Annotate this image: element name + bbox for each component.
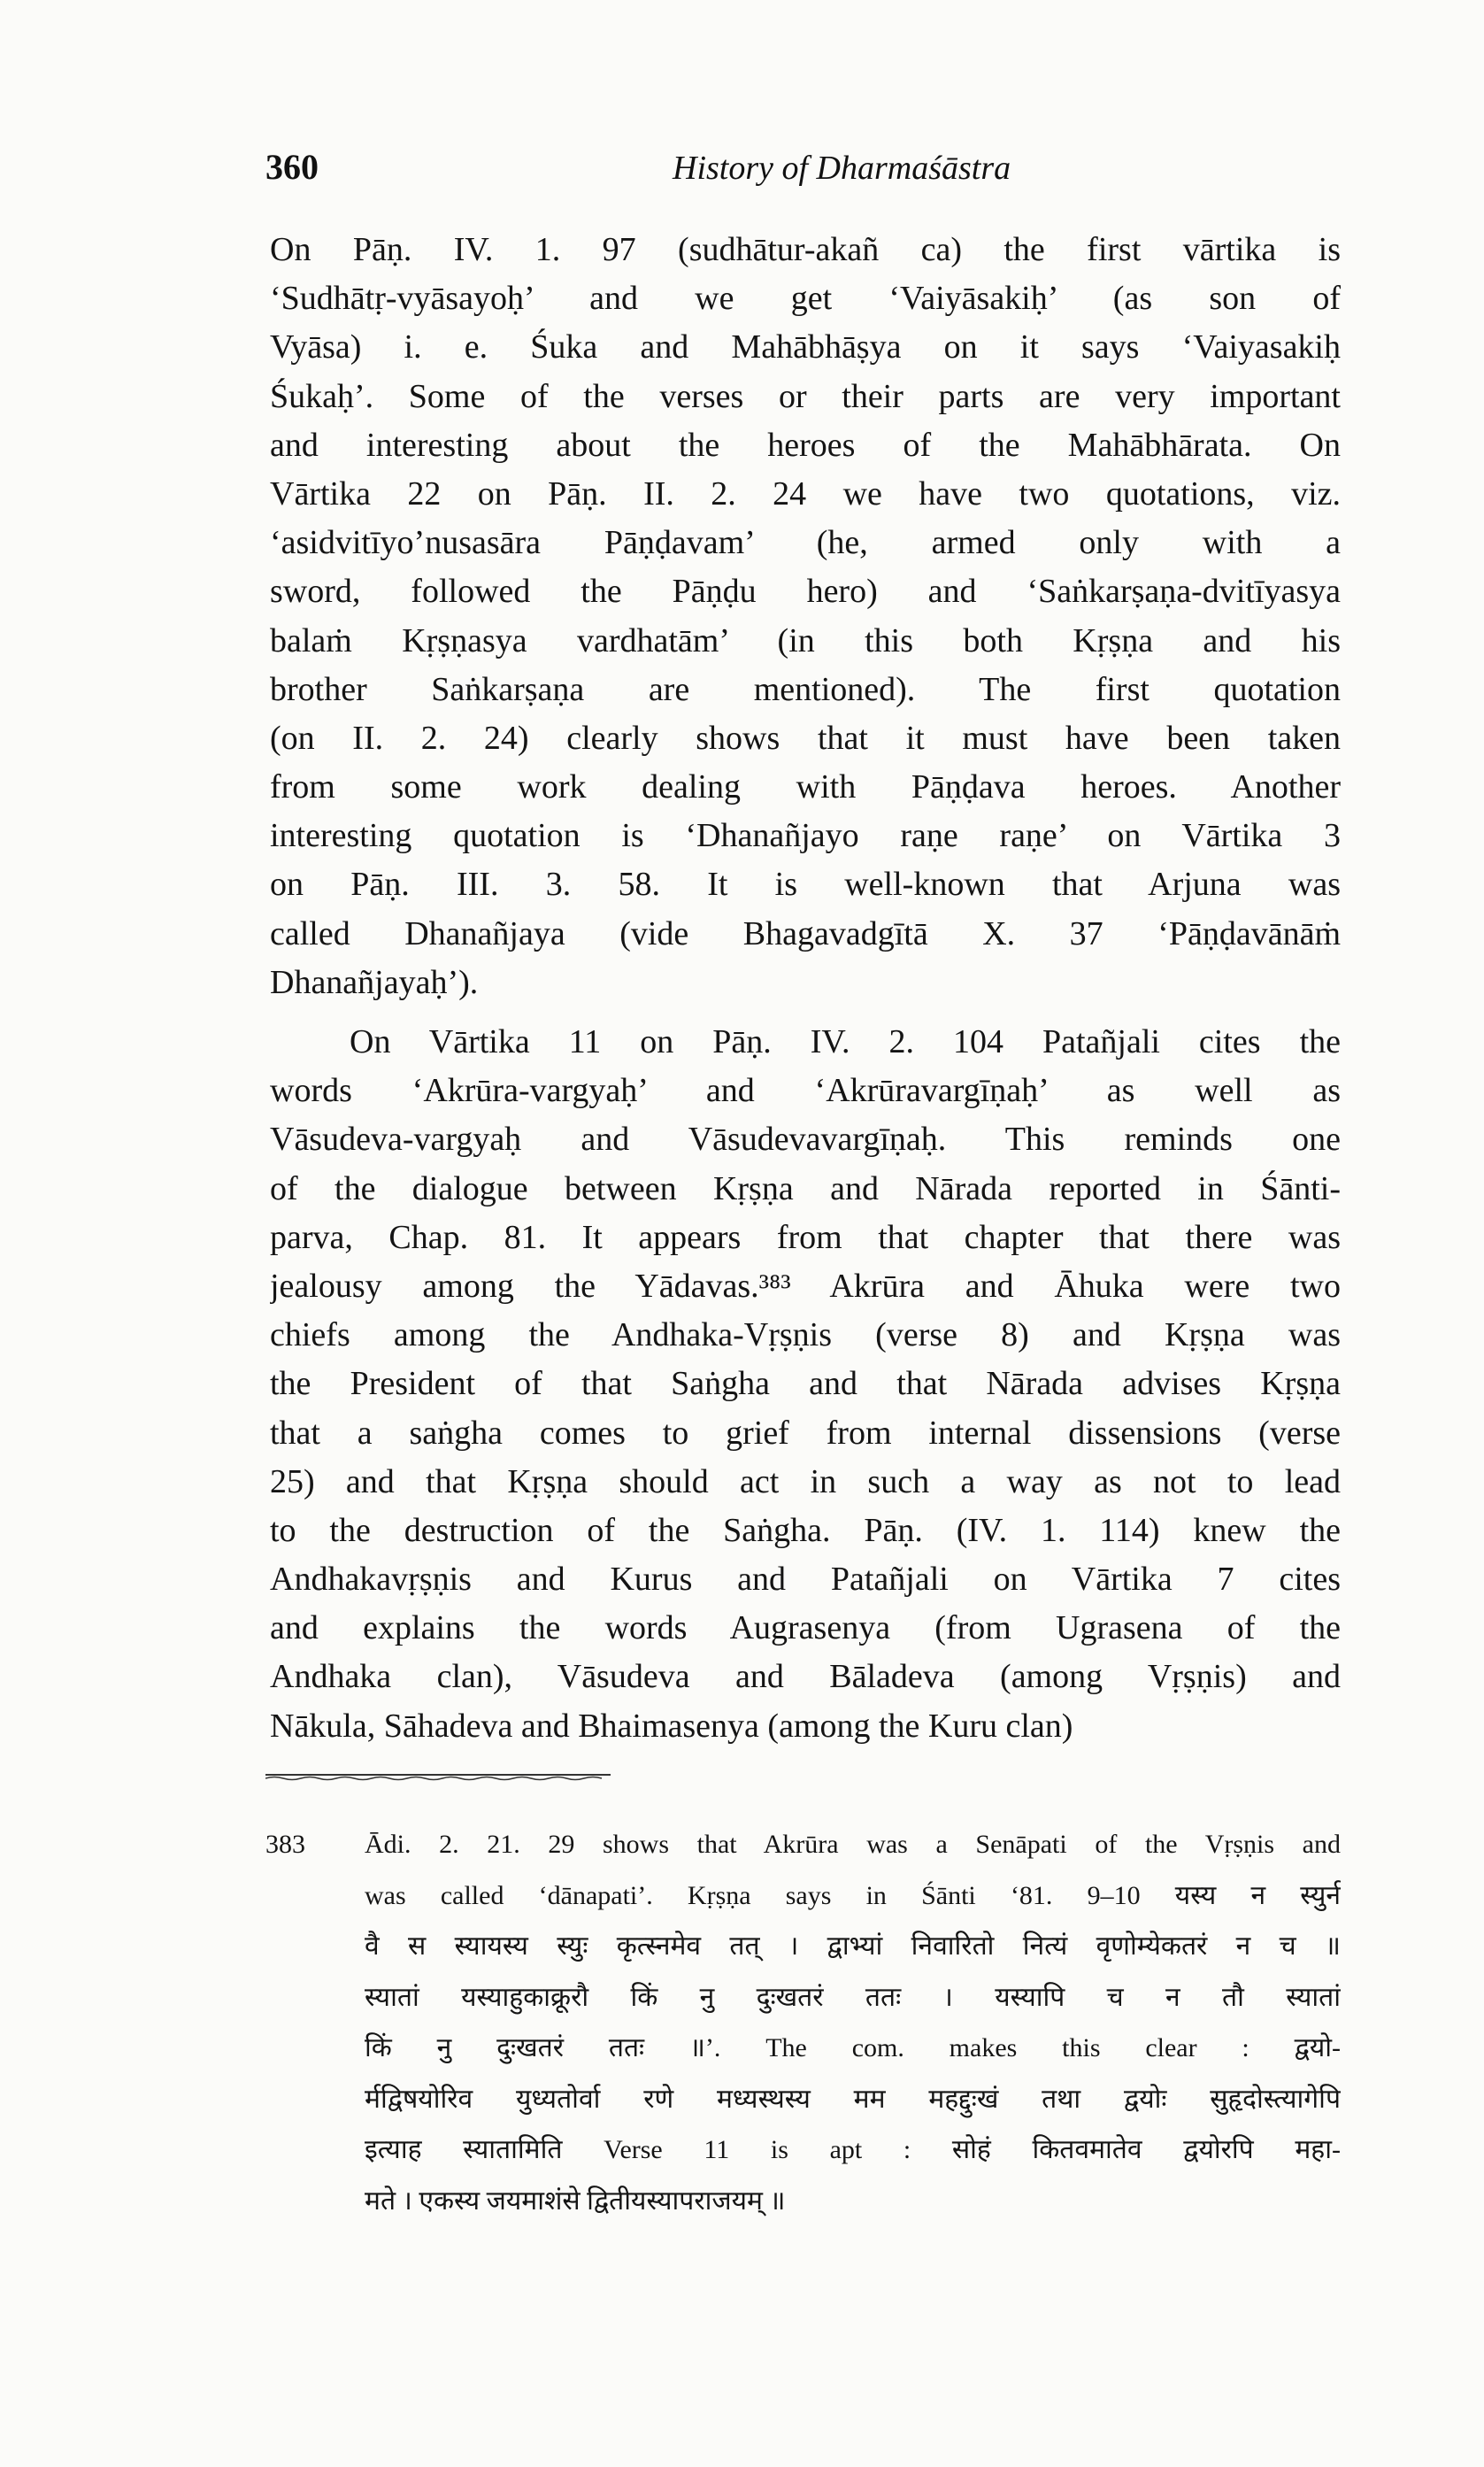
text-line: that a saṅgha comes to grief from internal dissensions (verse — [270, 1414, 1341, 1452]
text-line: Vāsudeva-vargyaḥ and Vāsudevavargīṇaḥ. This reminds one — [270, 1121, 1341, 1159]
footnote-line: was called ‘dānapati’. Kṛṣṇa says in Śānti ‘81. 9–10 यस्य न स्युर्न — [365, 1880, 1341, 1910]
text-line: and explains the words Augrasenya (from Ugrasena of the — [270, 1609, 1341, 1647]
text-line: and interesting about the heroes of the Mahābhārata. On — [270, 426, 1341, 464]
text-line: of the dialogue between Kṛṣṇa and Nārada reported in Śānti- — [270, 1169, 1341, 1207]
text-line: brother Saṅkarṣaṇa are mentioned). The first quotation — [270, 670, 1341, 708]
text-line: called Dhanañjaya (vide Bhagavadgītā X. 37 ‘Pāṇḍavānāṁ — [270, 914, 1341, 952]
text-line: Dhanañjayaḥ’). — [270, 963, 479, 1001]
text-line: words ‘Akrūra-vargyaḥ’ and ‘Akrūravargīṇaḥ’ as well as — [270, 1072, 1341, 1110]
footnote-line: किं नु दुःखतरं ततः ॥’. The com. makes this clear : द्वयो- — [365, 2033, 1341, 2062]
text-line: Andhaka clan), Vāsudeva and Bāladeva (among Vṛṣṇis) and — [270, 1658, 1341, 1696]
footnote-line: मते । एकस्य जयमाशंसे द्वितीयस्यापराजयम् ॥ — [365, 2186, 786, 2216]
page-number: 360 — [265, 147, 319, 187]
text-line: On Vārtika 11 on Pāṇ. IV. 2. 104 Patañjali cites the — [350, 1023, 1341, 1060]
text-line: the President of that Saṅgha and that Nārada advises Kṛṣṇa — [270, 1365, 1341, 1403]
text-line: Andhakavṛṣṇis and Kurus and Patañjali on Vārtika 7 cites — [270, 1561, 1341, 1599]
text-line: interesting quotation is ‘Dhanañjayo raṇe raṇe’ on Vārtika 3 — [270, 817, 1341, 855]
footnote-rule — [265, 1770, 611, 1783]
text-line: balaṁ Kṛṣṇasya vardhatām’ (in this both Kṛṣṇa and his — [270, 621, 1341, 659]
text-line: on Pāṇ. III. 3. 58. It is well-known that Arjuna was — [270, 866, 1341, 904]
text-line: Vārtika 22 on Pāṇ. II. 2. 24 we have two quotations, viz. — [270, 474, 1341, 513]
footnote-line: वै स स्यायस्य स्युः कृत्स्नमेव तत् । द्वाभ्यां निवारितो नित्यं वृणोम्येकतरं न च ॥ — [365, 1931, 1341, 1961]
running-title: History of Dharmaśāstra — [673, 150, 1011, 187]
footnote-text — [365, 1819, 1341, 2226]
footnote-line: र्मद्विषयोरिव युध्यतोर्वा रणे मध्यस्थस्य मम महद्दुःखं तथा द्वयोः सुहृदोस्त्यागेपि — [365, 2084, 1341, 2114]
text-line: ‘asidvitīyo’nusasāra Pāṇḍavam’ (he, armed only with a — [270, 524, 1341, 562]
text-line: jealousy among the Yādavas.³⁸³ Akrūra and Āhuka were two — [270, 1267, 1341, 1305]
footnote-line: Ādi. 2. 21. 29 shows that Akrūra was a Senāpati of the Vṛṣṇis and — [365, 1830, 1341, 1859]
text-line: Śukaḥ’. Some of the verses or their parts are very important — [270, 377, 1341, 415]
text-line: (on II. 2. 24) clearly shows that it must have been taken — [270, 719, 1341, 757]
paragraph-1 — [270, 226, 1341, 1007]
text-line: to the destruction of the Saṅgha. Pāṇ. (IV. 1. 114) knew the — [270, 1511, 1341, 1549]
footnote-line: स्यातां यस्याहुकाक्रूरौ किं नु दुःखतरं ततः । यस्यापि च न तौ स्यातां — [365, 1982, 1341, 2012]
text-line: Vyāsa) i. e. Śuka and Mahābhāṣya on it says ‘Vaiyasakiḥ — [270, 328, 1341, 366]
paragraph-2 — [270, 1018, 1341, 1751]
text-line: 25) and that Kṛṣṇa should act in such a way as not to lead — [270, 1462, 1341, 1500]
text-line: ‘Sudhātṛ-vyāsayoḥ’ and we get ‘Vaiyāsakiḥ’ (as son of — [270, 280, 1341, 318]
text-line: parva, Chap. 81. It appears from that chapter that there was — [270, 1218, 1341, 1256]
footnote-number: 383 — [265, 1830, 305, 1859]
text-line: chiefs among the Andhaka-Vṛṣṇis (verse 8) and Kṛṣṇa was — [270, 1316, 1341, 1354]
text-line: sword, followed the Pāṇḍu hero) and ‘Saṅkarṣaṇa-dvitīyasya — [270, 573, 1341, 611]
text-line: Nākula, Sāhadeva and Bhaimasenya (among the Kuru clan) — [270, 1707, 1073, 1745]
text-line: from some work dealing with Pāṇḍava heroes. Another — [270, 768, 1341, 806]
footnote-line: इत्याह स्यातामिति Verse 11 is apt : सोहं कितवमातेव द्वयोरपि महा- — [365, 2135, 1341, 2164]
text-line: On Pāṇ. IV. 1. 97 (sudhātur-akañ ca) the first vārtika is — [270, 231, 1341, 268]
